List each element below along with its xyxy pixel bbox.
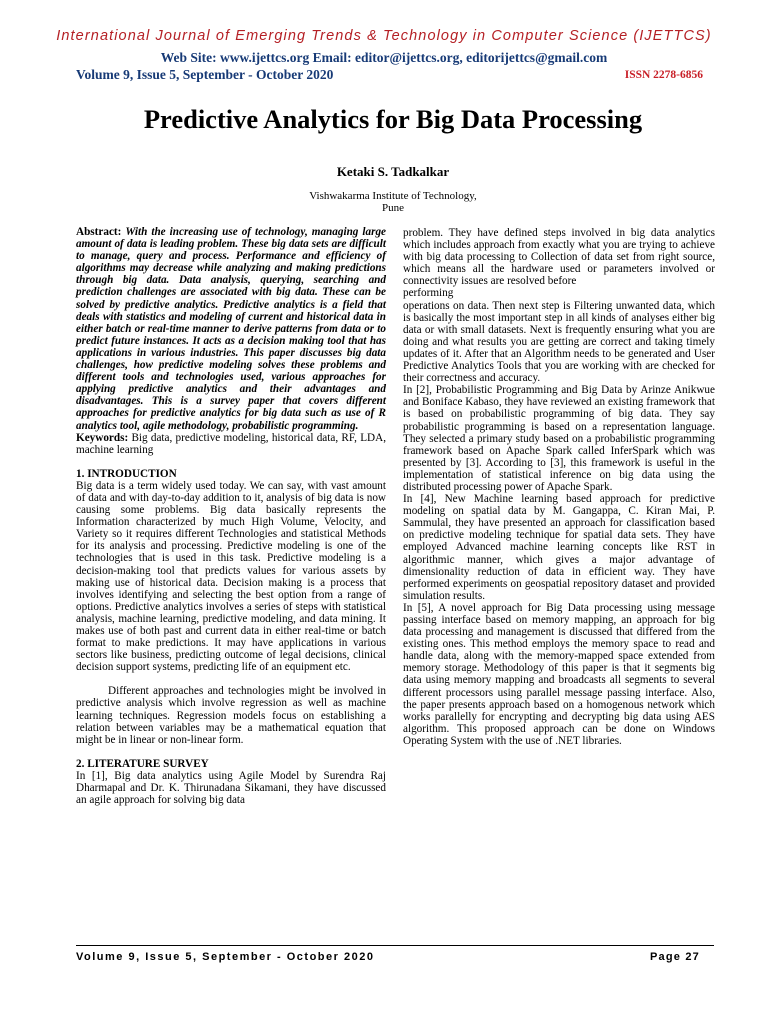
left-column <box>76 226 386 806</box>
introduction-paragraph-1: Big data is a term widely used today. We can say, with vast amount of data and with day-to-day addition to it, analysis of big data is now causing some problems. Big data basically represents the Information characterized by much High Volume, Velocity, and Variety so it requires different Technologies and statistical Methods for its analysis and processing. Predictive modeling is one of the technologies that is used in this task. Predictive modeling is a decision-making tool that predicts values for various assets by making use of historical data. Decision making is a process that involves identifying and selecting the best option from a range of options. Predictive analytics involves a series of steps with statistical analysis, machine learning, predictive modeling, and data mining. It makes use of both past and current data in either real-time or batch format to make predictions. It may have applications in various sectors like business, predicting outcome of legal decisions, clinical decision support systems, predicting life of an equipment etc. <box>76 479 386 674</box>
journal-website-email: Web Site: www.ijettcs.org Email: editor@ijettcs.org, editorijettcs@gmail.com <box>160 50 608 65</box>
footer-divider <box>76 945 714 946</box>
right-paragraph-4: In [5], A novel approach for Big Data processing using message passing interface based on memory mapping, an approach for big data processing and management is discussed that differed from the existing ones. This method employs the memory space to read and handle data, along with the memory-mapped space extended from memory storage. Methodology of this paper is that it segments big data using memory mapping and broadcasts all segments to several different processors using parallel message passing interface. Also, the paper presents approach based on a homogenous network which works parallelly for encrypting and decrypting big data using AES algorithm. This proposed approach can be done on Windows Operating System with the use of .NET libraries. <box>403 601 715 747</box>
literature-survey-heading: 2. LITERATURE SURVEY <box>76 757 209 770</box>
journal-name: International Journal of Emerging Trends & Technology in Computer Science (IJETTCS) <box>56 28 712 44</box>
keywords-label: Keywords: <box>76 431 129 444</box>
right-paragraph-3: In [4], New Machine learning based approach for predictive modeling on spatial data by M. Gangappa, C. Kiran Mai, P. Sammulal, they have presented an approach for classification based on predictive modeling technique for spatial data sets. They have employed Advanced machine learning concepts like RST in algorithmic manner, which gives a major advantage of dimensionality reduction of data in efficient way. They have performed experiments on geospatial repository dataset and provided simulation results. <box>403 493 715 602</box>
right-paragraph-1c: operations on data. Then next step is Filtering unwanted data, which is basically the most important step in all kinds of analyses either big data or with small datasets. Next is frequently ensuring what you are doing and what results you are getting are correct and taking timely updates of it. After that an Algorithm needs to be generated and User Predictive Analytics Tools that you are working with are checked for their correctness and accuracy. <box>403 299 715 385</box>
affiliation-city: Pune <box>382 202 404 214</box>
right-paragraph-2: In [2], Probabilistic Programming and Big Data by Arinze Anikwue and Boniface Kabaso, they have reviewed an existing framework that is based on probabilistic programming of big data. They say probabilistic programming is based on a representation language. They selected a primary study based on a probabilistic programming framework based on Apache Spark called InferSpark which was presented by [3]. According to [3], this framework is useful in the implementation of statistical inference on big data using the distributed processing power of Apache Spark. <box>403 384 715 493</box>
keywords-text: Big data, predictive modeling, historical data, RF, LDA, machine learning <box>76 431 387 456</box>
introduction-heading: 1. INTRODUCTION <box>76 467 177 480</box>
abstract <box>76 226 386 432</box>
right-paragraph-1: problem. They have defined steps involved in big data analytics which includes approach from exactly what you are trying to achieve with big data processing to Collection of data set from right source, which means all the hardware used or parameters involved or connectivity issues are resolved before <box>403 227 715 288</box>
literature-survey-paragraph-1: In [1], Big data analytics using Agile Model by Surendra Raj Dharmapal and Dr. K. Thirunadana Sikamani, they have discussed an agile approach for solving big data <box>76 769 386 807</box>
right-paragraph-1b: performing <box>403 287 454 300</box>
issn: ISSN 2278-6856 <box>624 69 703 81</box>
volume-issue: Volume 9, Issue 5, September - October 2020 <box>76 67 334 82</box>
introduction-paragraph-2: Different approaches and technologies might be involved in predictive analysis which involve regression as well as machine learning techniques. Regression models focus on establishing a relation between variables may be a mathematical equation that might be in linear or non-linear form. <box>76 685 386 746</box>
page-number: Page 27 <box>650 951 700 963</box>
footer-volume: Volume 9, Issue 5, September - October 2020 <box>76 951 375 963</box>
abstract-label: Abstract: <box>76 226 122 238</box>
affiliation <box>0 190 768 214</box>
paper-title: Predictive Analytics for Big Data Processing <box>143 104 643 134</box>
keywords <box>76 432 386 456</box>
abstract-text: With the increasing use of technology, managing large amount of data is leading problem. These big data sets are difficult to manage, query and process. Performance and efficiency of algorithms may decrease while analyzing and making predictions through big data. Data analysis, querying, searching and prediction challenges are associated with big data. These can be solved by predictive analytics. Predictive analytics is a field that deals with statistics and modeling of current and historical data in either batch or real-time manner to derive patterns from data or to predict future instances. It acts as a decision making tool that has applications in various industries. This paper discusses big data challenges, how predictive modeling solves these problems and different tools and technologies used, various approaches for applying predictive analytics and their advantages and disadvantages. This is a survey paper that covers different approaches for predictive analytics for big data such as use of R analytics tool, agile methodology, probabilistic programming. <box>76 226 387 432</box>
affiliation-institution: Vishwakarma Institute of Technology, <box>309 190 477 202</box>
right-column <box>403 227 715 747</box>
author-name: Ketaki S. Tadkalkar <box>336 164 450 179</box>
